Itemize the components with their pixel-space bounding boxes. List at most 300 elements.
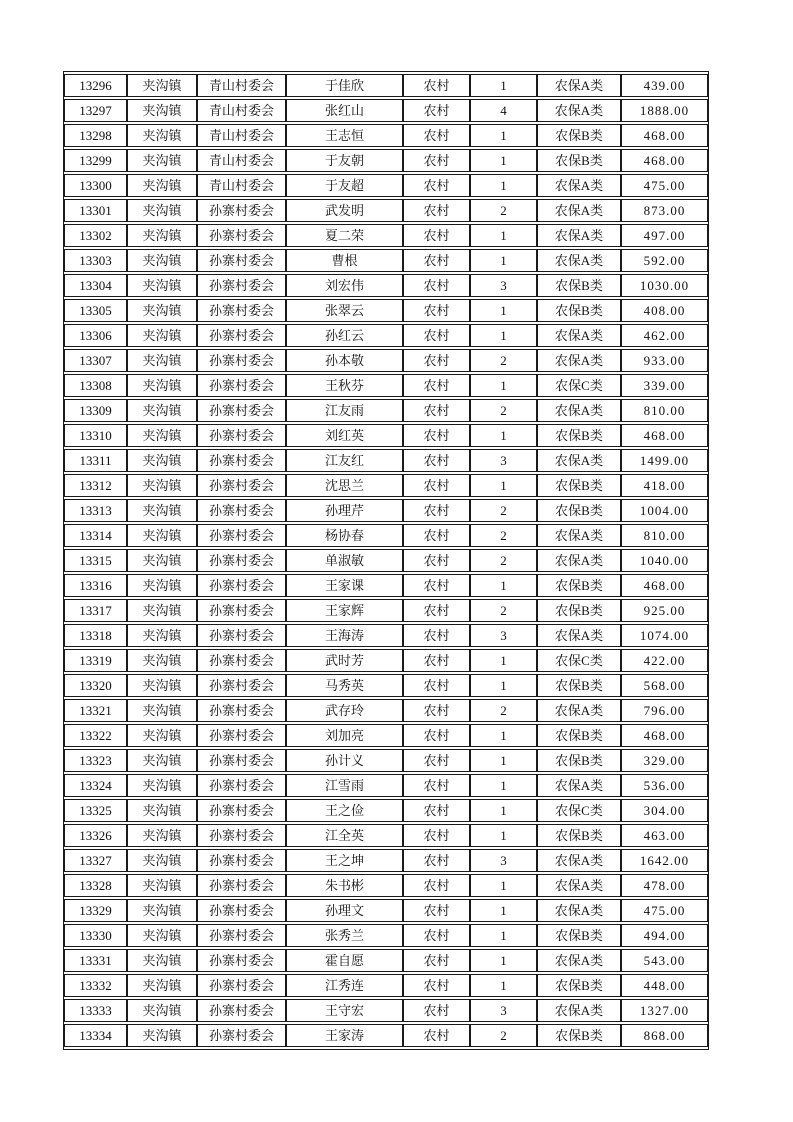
cell-village: 孙寨村委会 (197, 249, 286, 272)
cell-id: 13333 (64, 999, 127, 1022)
cell-amount: 1642.00 (621, 849, 708, 872)
cell-amount: 810.00 (621, 524, 708, 547)
table-row (64, 499, 708, 522)
cell-amount: 468.00 (621, 149, 708, 172)
cell-category: 农保A类 (537, 874, 621, 897)
cell-count: 1 (470, 124, 537, 147)
cell-category: 农保B类 (537, 1024, 621, 1047)
cell-amount: 1327.00 (621, 999, 708, 1022)
cell-name: 王家涛 (286, 1024, 403, 1047)
cell-count: 1 (470, 724, 537, 747)
table-row (64, 474, 708, 497)
cell-town: 夹沟镇 (127, 999, 197, 1022)
cell-count: 1 (470, 974, 537, 997)
table-row (64, 299, 708, 322)
cell-amount: 568.00 (621, 674, 708, 697)
cell-town: 夹沟镇 (127, 399, 197, 422)
cell-id: 13323 (64, 749, 127, 772)
cell-village: 孙寨村委会 (197, 899, 286, 922)
cell-id: 13330 (64, 924, 127, 947)
cell-id: 13317 (64, 599, 127, 622)
table-row (64, 624, 708, 647)
cell-town: 夹沟镇 (127, 249, 197, 272)
cell-id: 13328 (64, 874, 127, 897)
cell-id: 13307 (64, 349, 127, 372)
cell-town: 夹沟镇 (127, 99, 197, 122)
cell-name: 江雪雨 (286, 774, 403, 797)
cell-category: 农保A类 (537, 99, 621, 122)
cell-id: 13298 (64, 124, 127, 147)
cell-type: 农村 (403, 199, 470, 222)
cell-count: 1 (470, 174, 537, 197)
cell-category: 农保B类 (537, 674, 621, 697)
cell-town: 夹沟镇 (127, 574, 197, 597)
cell-category: 农保B类 (537, 724, 621, 747)
cell-name: 王守宏 (286, 999, 403, 1022)
cell-amount: 1074.00 (621, 624, 708, 647)
cell-name: 张秀兰 (286, 924, 403, 947)
cell-name: 夏二荣 (286, 224, 403, 247)
cell-town: 夹沟镇 (127, 749, 197, 772)
cell-category: 农保A类 (537, 399, 621, 422)
cell-amount: 408.00 (621, 299, 708, 322)
table-row (64, 999, 708, 1022)
table-row (64, 949, 708, 972)
cell-count: 1 (470, 899, 537, 922)
cell-town: 夹沟镇 (127, 149, 197, 172)
cell-category: 农保A类 (537, 324, 621, 347)
table-row (64, 974, 708, 997)
cell-count: 1 (470, 299, 537, 322)
cell-town: 夹沟镇 (127, 799, 197, 822)
cell-category: 农保B类 (537, 499, 621, 522)
cell-type: 农村 (403, 224, 470, 247)
cell-count: 1 (470, 924, 537, 947)
cell-name: 刘宏伟 (286, 274, 403, 297)
table-row (64, 149, 708, 172)
cell-count: 2 (470, 524, 537, 547)
cell-type: 农村 (403, 324, 470, 347)
cell-amount: 468.00 (621, 574, 708, 597)
cell-name: 刘加亮 (286, 724, 403, 747)
cell-amount: 536.00 (621, 774, 708, 797)
cell-type: 农村 (403, 524, 470, 547)
cell-name: 曹根 (286, 249, 403, 272)
cell-name: 张翠云 (286, 299, 403, 322)
cell-name: 孙理芹 (286, 499, 403, 522)
cell-amount: 796.00 (621, 699, 708, 722)
cell-village: 青山村委会 (197, 99, 286, 122)
cell-id: 13329 (64, 899, 127, 922)
cell-id: 13321 (64, 699, 127, 722)
cell-name: 朱书彬 (286, 874, 403, 897)
cell-category: 农保A类 (537, 349, 621, 372)
cell-category: 农保B类 (537, 574, 621, 597)
cell-amount: 439.00 (621, 74, 708, 97)
cell-id: 13324 (64, 774, 127, 797)
table-row (64, 749, 708, 772)
cell-type: 农村 (403, 349, 470, 372)
cell-count: 1 (470, 574, 537, 597)
cell-count: 3 (470, 999, 537, 1022)
cell-count: 1 (470, 374, 537, 397)
cell-category: 农保A类 (537, 624, 621, 647)
table-row (64, 374, 708, 397)
table-row (64, 324, 708, 347)
cell-id: 13314 (64, 524, 127, 547)
cell-id: 13310 (64, 424, 127, 447)
cell-town: 夹沟镇 (127, 174, 197, 197)
cell-amount: 810.00 (621, 399, 708, 422)
cell-name: 马秀英 (286, 674, 403, 697)
cell-count: 2 (470, 599, 537, 622)
cell-id: 13304 (64, 274, 127, 297)
cell-type: 农村 (403, 774, 470, 797)
table-row (64, 1024, 708, 1047)
cell-name: 江全英 (286, 824, 403, 847)
cell-village: 孙寨村委会 (197, 274, 286, 297)
cell-id: 13327 (64, 849, 127, 872)
cell-village: 孙寨村委会 (197, 1024, 286, 1047)
cell-type: 农村 (403, 449, 470, 472)
cell-village: 孙寨村委会 (197, 824, 286, 847)
table-row (64, 649, 708, 672)
cell-id: 13318 (64, 624, 127, 647)
cell-name: 王家辉 (286, 599, 403, 622)
cell-type: 农村 (403, 749, 470, 772)
cell-category: 农保A类 (537, 774, 621, 797)
cell-name: 武时芳 (286, 649, 403, 672)
cell-village: 青山村委会 (197, 124, 286, 147)
cell-count: 2 (470, 1024, 537, 1047)
cell-town: 夹沟镇 (127, 524, 197, 547)
cell-id: 13300 (64, 174, 127, 197)
cell-name: 王之俭 (286, 799, 403, 822)
cell-town: 夹沟镇 (127, 549, 197, 572)
cell-town: 夹沟镇 (127, 699, 197, 722)
cell-name: 王秋芬 (286, 374, 403, 397)
table-row (64, 699, 708, 722)
cell-town: 夹沟镇 (127, 474, 197, 497)
cell-count: 1 (470, 474, 537, 497)
cell-type: 农村 (403, 149, 470, 172)
cell-count: 1 (470, 824, 537, 847)
cell-amount: 478.00 (621, 874, 708, 897)
cell-category: 农保A类 (537, 224, 621, 247)
cell-village: 青山村委会 (197, 74, 286, 97)
cell-name: 单淑敏 (286, 549, 403, 572)
cell-count: 1 (470, 74, 537, 97)
cell-type: 农村 (403, 549, 470, 572)
cell-id: 13306 (64, 324, 127, 347)
cell-type: 农村 (403, 124, 470, 147)
cell-amount: 468.00 (621, 124, 708, 147)
cell-village: 孙寨村委会 (197, 974, 286, 997)
beneficiary-table (63, 71, 709, 1050)
cell-village: 孙寨村委会 (197, 424, 286, 447)
cell-category: 农保A类 (537, 949, 621, 972)
cell-town: 夹沟镇 (127, 774, 197, 797)
cell-id: 13326 (64, 824, 127, 847)
cell-town: 夹沟镇 (127, 599, 197, 622)
table-row (64, 599, 708, 622)
cell-town: 夹沟镇 (127, 349, 197, 372)
cell-village: 孙寨村委会 (197, 774, 286, 797)
cell-amount: 1040.00 (621, 549, 708, 572)
cell-id: 13308 (64, 374, 127, 397)
cell-village: 孙寨村委会 (197, 374, 286, 397)
cell-village: 青山村委会 (197, 174, 286, 197)
cell-village: 孙寨村委会 (197, 999, 286, 1022)
cell-id: 13311 (64, 449, 127, 472)
cell-count: 1 (470, 874, 537, 897)
cell-village: 孙寨村委会 (197, 549, 286, 572)
cell-town: 夹沟镇 (127, 924, 197, 947)
table-row (64, 899, 708, 922)
cell-amount: 925.00 (621, 599, 708, 622)
cell-id: 13315 (64, 549, 127, 572)
cell-town: 夹沟镇 (127, 849, 197, 872)
cell-town: 夹沟镇 (127, 674, 197, 697)
cell-amount: 475.00 (621, 899, 708, 922)
cell-id: 13309 (64, 399, 127, 422)
cell-village: 孙寨村委会 (197, 574, 286, 597)
cell-category: 农保B类 (537, 299, 621, 322)
cell-village: 孙寨村委会 (197, 649, 286, 672)
cell-name: 于友朝 (286, 149, 403, 172)
cell-amount: 418.00 (621, 474, 708, 497)
cell-village: 孙寨村委会 (197, 199, 286, 222)
cell-type: 农村 (403, 1024, 470, 1047)
cell-count: 1 (470, 249, 537, 272)
cell-id: 13322 (64, 724, 127, 747)
cell-village: 孙寨村委会 (197, 299, 286, 322)
cell-id: 13316 (64, 574, 127, 597)
cell-count: 3 (470, 624, 537, 647)
cell-count: 2 (470, 699, 537, 722)
cell-count: 2 (470, 399, 537, 422)
cell-id: 13305 (64, 299, 127, 322)
cell-village: 孙寨村委会 (197, 674, 286, 697)
cell-type: 农村 (403, 99, 470, 122)
cell-name: 王志恒 (286, 124, 403, 147)
cell-amount: 1004.00 (621, 499, 708, 522)
cell-type: 农村 (403, 999, 470, 1022)
cell-category: 农保A类 (537, 699, 621, 722)
cell-category: 农保A类 (537, 174, 621, 197)
cell-category: 农保C类 (537, 374, 621, 397)
cell-village: 青山村委会 (197, 149, 286, 172)
cell-type: 农村 (403, 599, 470, 622)
table-row (64, 74, 708, 97)
cell-category: 农保B类 (537, 974, 621, 997)
cell-category: 农保B类 (537, 824, 621, 847)
cell-count: 4 (470, 99, 537, 122)
cell-name: 王之坤 (286, 849, 403, 872)
table-body (64, 74, 708, 1047)
cell-id: 13325 (64, 799, 127, 822)
cell-town: 夹沟镇 (127, 449, 197, 472)
table-row (64, 349, 708, 372)
cell-id: 13320 (64, 674, 127, 697)
cell-category: 农保A类 (537, 249, 621, 272)
cell-village: 孙寨村委会 (197, 724, 286, 747)
cell-name: 沈思兰 (286, 474, 403, 497)
cell-count: 1 (470, 674, 537, 697)
cell-village: 孙寨村委会 (197, 349, 286, 372)
table-row (64, 849, 708, 872)
cell-type: 农村 (403, 624, 470, 647)
cell-amount: 592.00 (621, 249, 708, 272)
cell-amount: 468.00 (621, 424, 708, 447)
cell-category: 农保B类 (537, 599, 621, 622)
cell-name: 武存玲 (286, 699, 403, 722)
cell-town: 夹沟镇 (127, 74, 197, 97)
cell-name: 于友超 (286, 174, 403, 197)
cell-village: 孙寨村委会 (197, 224, 286, 247)
cell-amount: 933.00 (621, 349, 708, 372)
cell-category: 农保A类 (537, 999, 621, 1022)
cell-type: 农村 (403, 74, 470, 97)
cell-id: 13332 (64, 974, 127, 997)
table-row (64, 924, 708, 947)
cell-count: 1 (470, 774, 537, 797)
cell-name: 霍自愿 (286, 949, 403, 972)
cell-name: 江秀连 (286, 974, 403, 997)
table-row (64, 449, 708, 472)
cell-count: 1 (470, 799, 537, 822)
table-row (64, 124, 708, 147)
cell-town: 夹沟镇 (127, 124, 197, 147)
cell-town: 夹沟镇 (127, 899, 197, 922)
cell-amount: 494.00 (621, 924, 708, 947)
cell-count: 2 (470, 499, 537, 522)
cell-type: 农村 (403, 399, 470, 422)
table-row (64, 549, 708, 572)
cell-amount: 329.00 (621, 749, 708, 772)
cell-type: 农村 (403, 824, 470, 847)
cell-village: 孙寨村委会 (197, 624, 286, 647)
cell-count: 2 (470, 199, 537, 222)
cell-type: 农村 (403, 649, 470, 672)
table-row (64, 424, 708, 447)
cell-id: 13297 (64, 99, 127, 122)
table-row (64, 199, 708, 222)
cell-town: 夹沟镇 (127, 274, 197, 297)
cell-amount: 468.00 (621, 724, 708, 747)
cell-category: 农保B类 (537, 924, 621, 947)
cell-type: 农村 (403, 974, 470, 997)
cell-name: 杨协春 (286, 524, 403, 547)
table-row (64, 774, 708, 797)
table-row (64, 174, 708, 197)
cell-name: 江友红 (286, 449, 403, 472)
cell-category: 农保A类 (537, 549, 621, 572)
cell-amount: 873.00 (621, 199, 708, 222)
cell-type: 农村 (403, 424, 470, 447)
cell-village: 孙寨村委会 (197, 524, 286, 547)
cell-count: 3 (470, 449, 537, 472)
cell-id: 13331 (64, 949, 127, 972)
cell-type: 农村 (403, 249, 470, 272)
table-row (64, 874, 708, 897)
cell-category: 农保A类 (537, 74, 621, 97)
cell-village: 孙寨村委会 (197, 924, 286, 947)
cell-id: 13299 (64, 149, 127, 172)
cell-town: 夹沟镇 (127, 499, 197, 522)
cell-amount: 1499.00 (621, 449, 708, 472)
cell-town: 夹沟镇 (127, 424, 197, 447)
cell-type: 农村 (403, 474, 470, 497)
cell-amount: 422.00 (621, 649, 708, 672)
cell-category: 农保C类 (537, 799, 621, 822)
cell-amount: 543.00 (621, 949, 708, 972)
cell-type: 农村 (403, 949, 470, 972)
cell-amount: 462.00 (621, 324, 708, 347)
cell-amount: 463.00 (621, 824, 708, 847)
cell-type: 农村 (403, 674, 470, 697)
cell-type: 农村 (403, 574, 470, 597)
cell-town: 夹沟镇 (127, 724, 197, 747)
cell-town: 夹沟镇 (127, 299, 197, 322)
cell-type: 农村 (403, 374, 470, 397)
cell-amount: 497.00 (621, 224, 708, 247)
cell-count: 1 (470, 649, 537, 672)
cell-amount: 868.00 (621, 1024, 708, 1047)
cell-village: 孙寨村委会 (197, 799, 286, 822)
cell-town: 夹沟镇 (127, 649, 197, 672)
cell-village: 孙寨村委会 (197, 699, 286, 722)
table-row (64, 274, 708, 297)
cell-count: 1 (470, 324, 537, 347)
table-row (64, 674, 708, 697)
cell-amount: 339.00 (621, 374, 708, 397)
cell-count: 1 (470, 424, 537, 447)
cell-type: 农村 (403, 299, 470, 322)
cell-category: 农保A类 (537, 199, 621, 222)
cell-amount: 1030.00 (621, 274, 708, 297)
cell-name: 王海涛 (286, 624, 403, 647)
cell-name: 武发明 (286, 199, 403, 222)
table-row (64, 399, 708, 422)
cell-village: 孙寨村委会 (197, 949, 286, 972)
cell-town: 夹沟镇 (127, 824, 197, 847)
cell-name: 于佳欣 (286, 74, 403, 97)
cell-id: 13302 (64, 224, 127, 247)
cell-count: 1 (470, 149, 537, 172)
table-row (64, 574, 708, 597)
table-row (64, 224, 708, 247)
cell-category: 农保B类 (537, 474, 621, 497)
cell-count: 2 (470, 549, 537, 572)
cell-village: 孙寨村委会 (197, 874, 286, 897)
cell-town: 夹沟镇 (127, 199, 197, 222)
cell-category: 农保B类 (537, 424, 621, 447)
cell-category: 农保B类 (537, 749, 621, 772)
cell-type: 农村 (403, 874, 470, 897)
cell-category: 农保C类 (537, 649, 621, 672)
cell-id: 13319 (64, 649, 127, 672)
cell-count: 1 (470, 949, 537, 972)
cell-id: 13296 (64, 74, 127, 97)
cell-town: 夹沟镇 (127, 324, 197, 347)
cell-name: 孙理文 (286, 899, 403, 922)
cell-category: 农保B类 (537, 274, 621, 297)
cell-village: 孙寨村委会 (197, 599, 286, 622)
cell-name: 江友雨 (286, 399, 403, 422)
cell-count: 1 (470, 749, 537, 772)
cell-village: 孙寨村委会 (197, 849, 286, 872)
